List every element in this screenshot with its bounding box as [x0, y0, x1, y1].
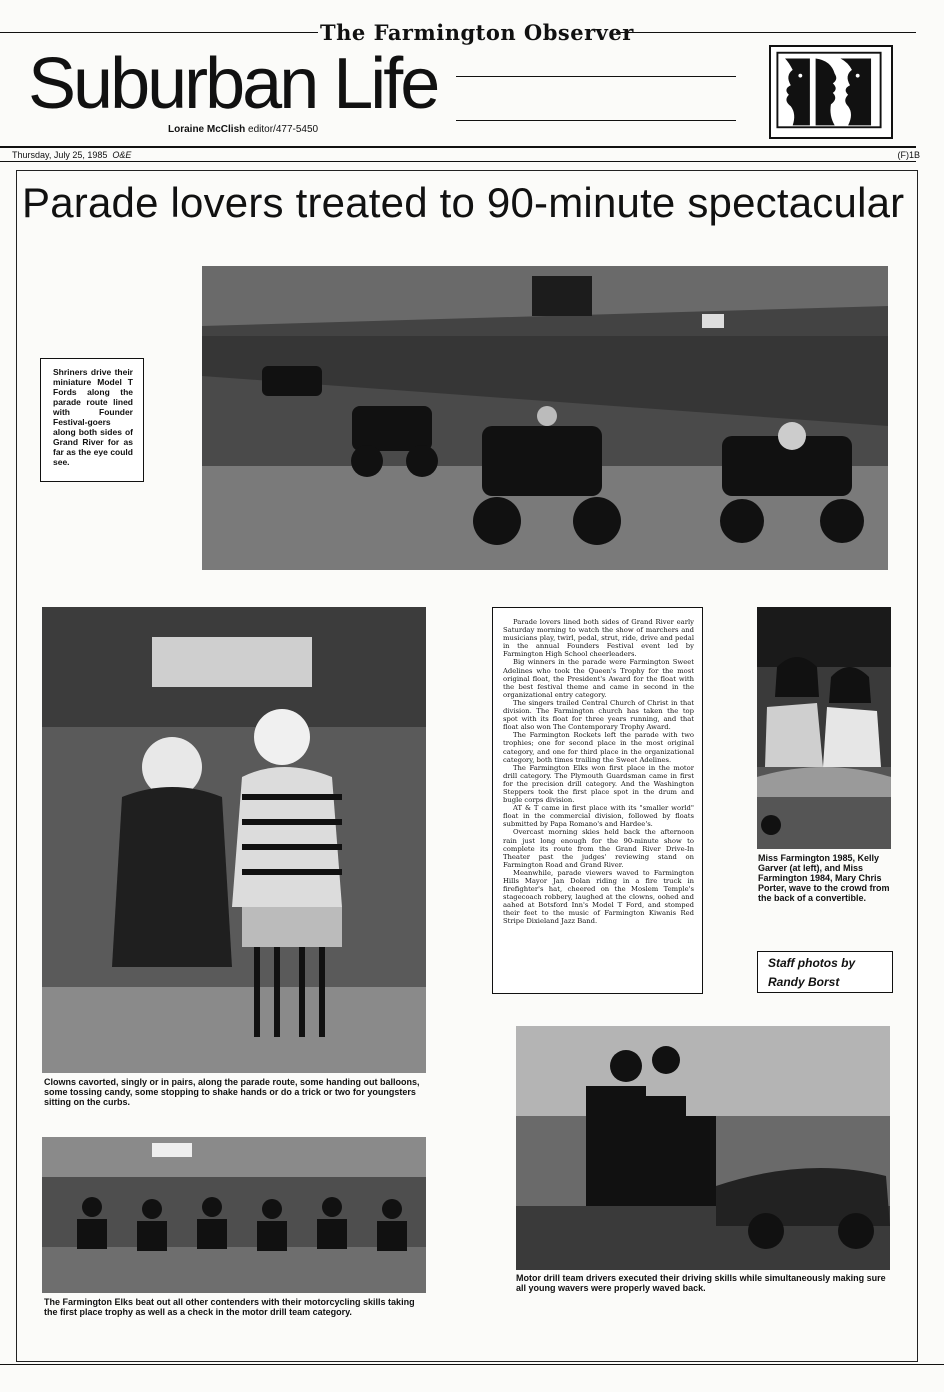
story-paragraph: Parade lovers lined both sides of Grand River early Saturday morning to watch the show of marchers and musicians play, twirl, pedal, strut, ride, drive and pedal in the annual Founders Festival event led by Farmington High School cheerleaders.	[503, 618, 694, 659]
page-number: (F)1B	[897, 150, 920, 160]
misses-caption: Miss Farmington 1985, Kelly Garver (at left), and Miss Farmington 1984, Mary Chris Porter, wave to the crowd from the back of a convertible.	[758, 853, 890, 903]
motor-drill-photo	[516, 1026, 890, 1270]
shriners-caption-box	[40, 358, 144, 482]
editor-contact: editor/477-5450	[248, 124, 319, 135]
shriners-photo	[202, 266, 888, 570]
headline: Parade lovers treated to 90-minute spectacular	[22, 179, 905, 226]
elks-photo	[42, 1137, 426, 1293]
motor-drill-caption: Motor drill team drivers executed their driving skills while simultaneously making sure all young wavers were properly waved back.	[516, 1273, 886, 1293]
clowns-caption: Clowns cavorted, singly or in pairs, along the parade route, some handing out balloons, some tossing candy, some stopping to shake hands or do a trick or two for youngsters sitting on the curbs.	[44, 1077, 420, 1107]
faces-logo-icon	[771, 47, 887, 133]
story-paragraph: The Farmington Elks won first place in the motor drill category. The Plymouth Guardsman came in first for the precision drill category. And the Washington Steppers took the first place spot in the drum and bugle corps division.	[503, 763, 694, 805]
editor-name: Loraine McClish	[168, 124, 246, 135]
shriners-caption: Shriners drive their miniature Model T Fords along the parade route lined with Founder Festival-goers along both sides of Grand River for as far as the eye could see.	[53, 367, 133, 467]
section-title: Suburban Life	[28, 44, 438, 124]
editor-line	[168, 124, 318, 135]
story-paragraph: Overcast morning skies held back the afternoon rain just long enough for the 90-minute show to complete its route from the Grand River Drive-In Theater past the judges' reviewing stand on Farmington Road and Grand River.	[503, 828, 694, 869]
story-paragraph: Big winners in the parade were Farmington Sweet Adelines who took the Queen's Trophy for the most original float, the President's Award for the float with the best festival theme and came in second in the organizational entry category.	[503, 658, 694, 699]
story-paragraph: Meanwhile, parade viewers waved to Farmington Hills Mayor Jan Dolan riding in a fire truck in firefighter's hat, cheered on the Moslem Temple's stagecoach robbery, laughed at the clowns, oohed and aahed at Botsford Inn's Model T Ford, and stomped their feet to the music of Farmington Kiwanis Red Stripe Dixieland Jazz Band.	[503, 868, 694, 926]
masthead-paper-name: The Farmington Observer	[320, 20, 634, 45]
elks-caption: The Farmington Elks beat out all other contenders with their motorcycling skills taking the first place trophy as well as a check in the motor drill team category.	[44, 1297, 415, 1317]
story-paragraph: The Farmington Rockets left the parade with two trophies; one for second place in the most original category, and one for third place in the organizational category, both times trailing the Sweet Adelines.	[503, 731, 694, 764]
story-box	[492, 607, 703, 994]
photo-credit-box	[757, 951, 893, 993]
story-body	[493, 608, 702, 930]
story-paragraph: AT & T came in first place with its "smaller world" float in the commercial division, followed by floats submitted by Papa Romano's and Hardee's.	[503, 804, 694, 829]
edition-label: O&E	[112, 150, 132, 160]
photo-credit-name: Randy Borst	[768, 975, 840, 989]
misses-photo	[757, 607, 891, 849]
clowns-photo	[42, 607, 426, 1073]
section-logo	[769, 45, 893, 139]
dateline	[12, 150, 131, 160]
photo-credit-line1: Staff photos by	[768, 956, 856, 970]
story-paragraph: The singers trailed Central Church of Christ in that division. The Farmington church has taken the top spot with its float for three years running, and that float also won The Contemporary Trophy Award.	[503, 698, 694, 732]
issue-date: Thursday, July 25, 1985	[12, 150, 108, 160]
